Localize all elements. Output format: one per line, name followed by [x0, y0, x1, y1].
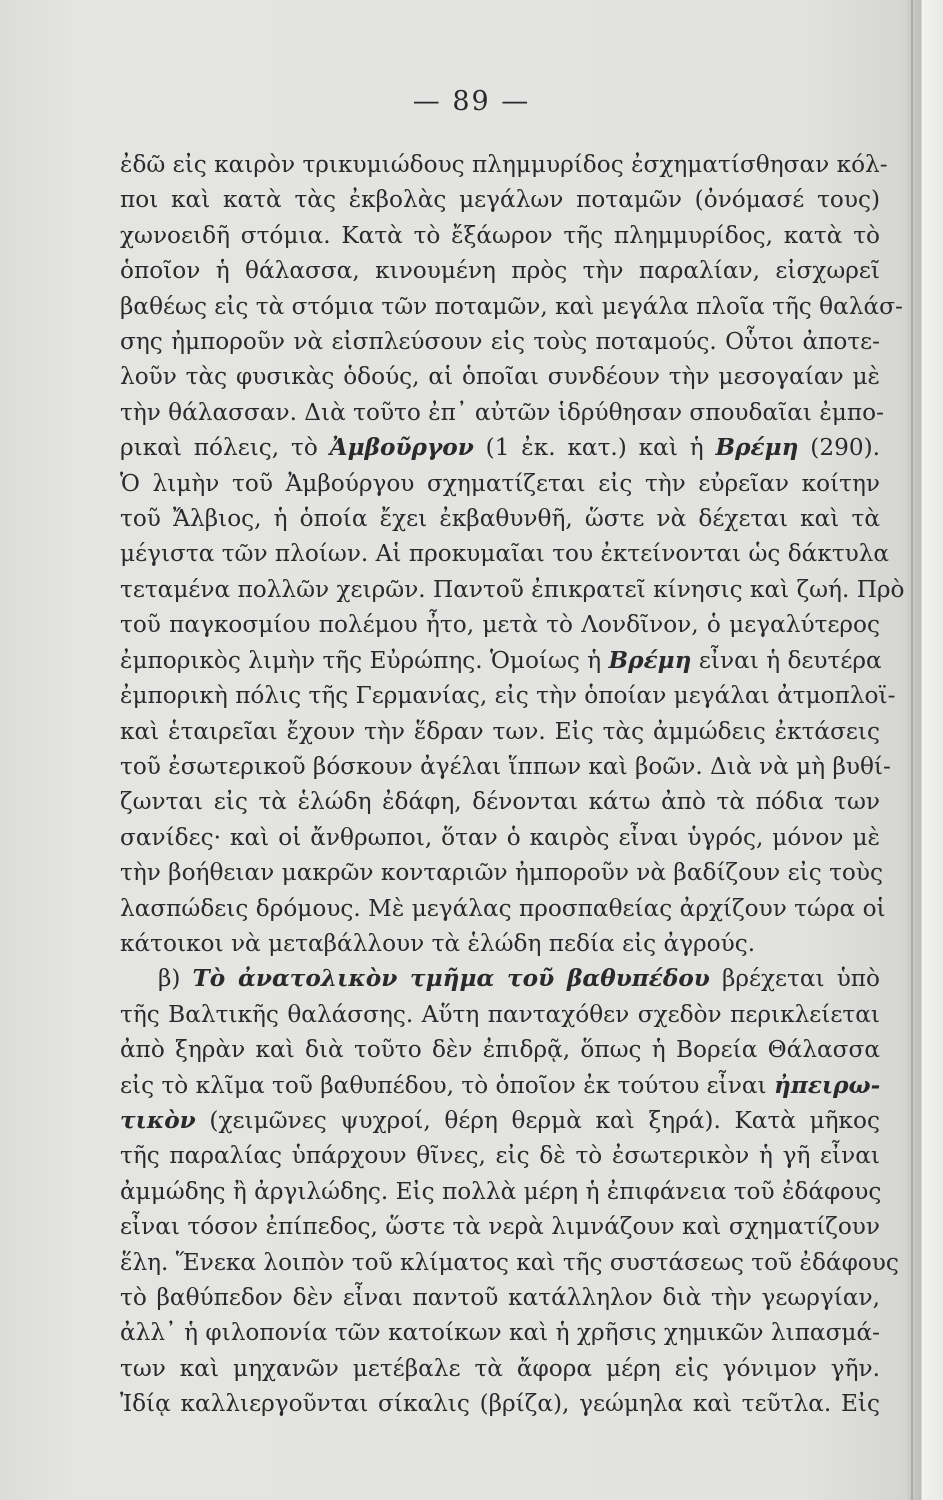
text-line — [120, 1280, 880, 1315]
text-segment: τὴν θάλασσαν. Διὰ τοῦτο ἐπ᾽ αὐτῶν ἱδρύθησαν σπουδαῖαι ἐμπο- — [120, 398, 884, 426]
text-segment: (290). — [798, 434, 880, 462]
text-segment: τοῦ ἐσωτερικοῦ βόσκουν ἀγέλαι ἵππων καὶ βοῶν. Διὰ νὰ μὴ βυθί- — [120, 752, 891, 780]
emphasized-term: Τὸ ἀνατολικὸν τμῆμα τοῦ βαθυπέδου — [192, 965, 710, 993]
text-segment: σανίδες· καὶ οἱ ἄνθρωποι, ὅταν ὁ καιρὸς εἶναι ὑγρός, μόνον μὲ — [120, 823, 880, 851]
text-segment: ἐμπορικὴ πόλις τῆς Γερμανίας, εἰς τὴν ὁποίαν μεγάλαι ἀτμοπλοϊ- — [120, 682, 896, 710]
body-text — [120, 147, 905, 1422]
text-line — [120, 466, 880, 501]
text-line — [120, 607, 880, 642]
text-segment: σης ἠμποροῦν νὰ εἰσπλεύσουν εἰς τοὺς ποταμούς. Οὗτοι ἀποτε- — [120, 328, 880, 356]
text-segment: λοῦν τὰς φυσικὰς ὁδούς, αἱ ὁποῖαι συνδέουν τὴν μεσογαίαν μὲ — [120, 363, 880, 391]
text-line — [120, 359, 880, 394]
text-segment: εἶναι ἡ δευτέρα — [691, 646, 882, 674]
text-segment: κάτοικοι νὰ μεταβάλλουν τὰ ἑλώδη πεδία εἰς ἀγρούς. — [120, 929, 756, 957]
text-line — [120, 820, 880, 855]
text-segment: τὸ βαθύπεδον δὲν εἶναι παντοῦ κατάλληλον διὰ τὴν γεωργίαν, — [120, 1284, 880, 1311]
text-segment: τεταμένα πολλῶν χειρῶν. Παντοῦ ἐπικρατεῖ κίνησις καὶ ζωή. Πρὸ — [120, 575, 905, 603]
text-line — [120, 1351, 880, 1386]
text-line — [120, 395, 884, 430]
emphasized-term: Ἀμβοῦργον — [329, 434, 474, 462]
text-segment: βαθέως εἰς τὰ στόμια τῶν ποταμῶν, καὶ μεγάλα πλοῖα τῆς θαλάσ- — [120, 292, 903, 320]
text-line — [120, 147, 888, 182]
text-line — [120, 1174, 880, 1209]
emphasized-term: Βρέμη — [715, 434, 799, 462]
text-line — [120, 891, 886, 926]
text-line — [120, 572, 905, 607]
emphasized-term: ἠπειρω- — [773, 1071, 881, 1099]
text-segment: χωνοειδῆ στόμια. Κατὰ τὸ ἔξάωρον τῆς πλημμυρίδος, κατὰ τὸ — [120, 221, 880, 249]
text-line — [120, 218, 880, 253]
emphasized-term: Βρέμη — [608, 646, 692, 674]
text-segment: τῆς Βαλτικῆς θαλάσσης. Αὕτη πανταχόθεν σχεδὸν περικλείεται — [120, 1000, 880, 1028]
text-segment: εἰς τὸ κλῖμα τοῦ βαθυπέδου, τὸ ὁποῖον ἐκ τούτου εἶναι — [120, 1071, 774, 1099]
text-line — [120, 749, 891, 784]
page-number: — 89 — — [412, 86, 531, 117]
text-segment: καὶ ἑταιρεῖαι ἔχουν τὴν ἕδραν των. Εἰς τὰς ἀμμώδεις ἐκτάσεις — [120, 717, 880, 745]
text-line — [120, 182, 880, 217]
text-segment: λασπώδεις δρόμους. Μὲ μεγάλας προσπαθείας ἀρχίζουν τώρα οἱ — [120, 894, 886, 922]
page-fold-line — [911, 0, 913, 1500]
text-segment: τοῦ Ἄλβιος, ἡ ὁποία ἔχει ἐκβαθυνθῆ, ὥστε νὰ δέχεται καὶ τὰ — [120, 505, 880, 533]
text-line — [120, 1068, 880, 1103]
text-segment: των καὶ μηχανῶν μετέβαλε τὰ ἄφορα μέρη εἰς γόνιμον γῆν. — [120, 1354, 880, 1382]
text-line — [120, 501, 880, 536]
text-line — [120, 1103, 880, 1138]
text-segment: (χειμῶνες ψυχροί, θέρη θερμὰ καὶ ξηρά). Κατὰ μῆκος — [195, 1106, 880, 1134]
text-line — [120, 926, 880, 961]
text-segment: ὁποῖον ἡ θάλασσα, κινουμένη πρὸς τὴν παραλίαν, εἰσχωρεῖ — [120, 257, 880, 285]
text-line — [120, 1386, 880, 1421]
emphasized-term: τικὸν — [120, 1106, 196, 1134]
text-segment: βρέχεται ὑπὸ — [709, 965, 880, 993]
text-line — [120, 536, 890, 571]
text-segment: ἕλη. Ἕνεκα λοιπὸν τοῦ κλίματος καὶ τῆς συστάσεως τοῦ ἐδάφους — [120, 1248, 899, 1276]
text-line — [120, 1245, 899, 1280]
text-segment: τὴν βοήθειαν μακρῶν κονταριῶν ἠμποροῦν νὰ βαδίζουν εἰς τοὺς — [120, 859, 883, 887]
text-segment: ἀπὸ ξηρὰν καὶ διὰ τοῦτο δὲν ἐπιδρᾷ, ὅπως ἡ Βορεία Θάλασσα — [120, 1036, 880, 1064]
text-segment: τοῦ παγκοσμίου πολέμου ἦτο, μετὰ τὸ Λονδῖνον, ὁ μεγαλύτερος — [120, 611, 880, 639]
text-segment: ἀλλ᾽ ἡ φιλοπονία τῶν κατοίκων καὶ ἡ χρῆσις χημικῶν λιπασμά- — [120, 1319, 880, 1347]
text-segment: Ὁ λιμὴν τοῦ Ἀμβούργου σχηματίζεται εἰς τὴν εὐρεῖαν κοίτην — [120, 469, 880, 497]
text-line — [120, 289, 903, 324]
text-segment: ποι καὶ κατὰ τὰς ἐκβολὰς μεγάλων ποταμῶν (ὀνόμασέ τους) — [120, 186, 880, 214]
text-line — [120, 1315, 880, 1350]
text-line — [120, 253, 880, 288]
text-segment: ζωνται εἰς τὰ ἑλώδη ἐδάφη, δένονται κάτω ἀπὸ τὰ πόδια των — [120, 788, 880, 816]
text-segment: ἐδῶ εἰς καιρὸν τρικυμιώδους πλημμυρίδος ἐσχηματίσθησαν κόλ- — [120, 151, 888, 178]
text-segment: τῆς παραλίας ὑπάρχουν θῖνες, εἰς δὲ τὸ ἐσωτερικὸν ἡ γῆ εἶναι — [120, 1142, 880, 1170]
text-line — [120, 1138, 880, 1173]
text-segment: β) — [158, 965, 193, 993]
text-line — [120, 997, 880, 1032]
text-line — [120, 1209, 880, 1244]
text-segment: εἶναι τόσον ἐπίπεδος, ὥστε τὰ νερὰ λιμνάζουν καὶ σχηματίζουν — [120, 1213, 880, 1241]
text-line — [120, 714, 880, 749]
text-segment: ἐμπορικὸς λιμὴν τῆς Εὐρώπης. Ὁμοίως ἡ — [120, 646, 609, 674]
text-line — [120, 784, 880, 819]
text-segment: ρικαὶ πόλεις, τὸ — [120, 434, 330, 462]
text-segment: Ἰδίᾳ καλλιεργοῦνται σίκαλις (βρίζα), γεώμηλα καὶ τεῦτλα. Εἰς — [120, 1390, 880, 1418]
text-line — [120, 961, 880, 996]
text-segment: (1 ἐκ. κατ.) καὶ ἡ — [473, 434, 716, 462]
text-line — [120, 430, 880, 465]
text-line — [120, 324, 880, 359]
text-line — [120, 1032, 880, 1067]
text-segment: μέγιστα τῶν πλοίων. Αἱ προκυμαῖαι του ἐκτείνονται ὡς δάκτυλα — [120, 540, 890, 568]
text-segment: ἀμμώδης ἢ ἀργιλώδης. Εἰς πολλὰ μέρη ἡ ἐπιφάνεια τοῦ ἐδάφους — [120, 1177, 882, 1205]
text-line — [120, 855, 883, 890]
text-line — [120, 643, 880, 678]
text-line — [120, 678, 896, 713]
